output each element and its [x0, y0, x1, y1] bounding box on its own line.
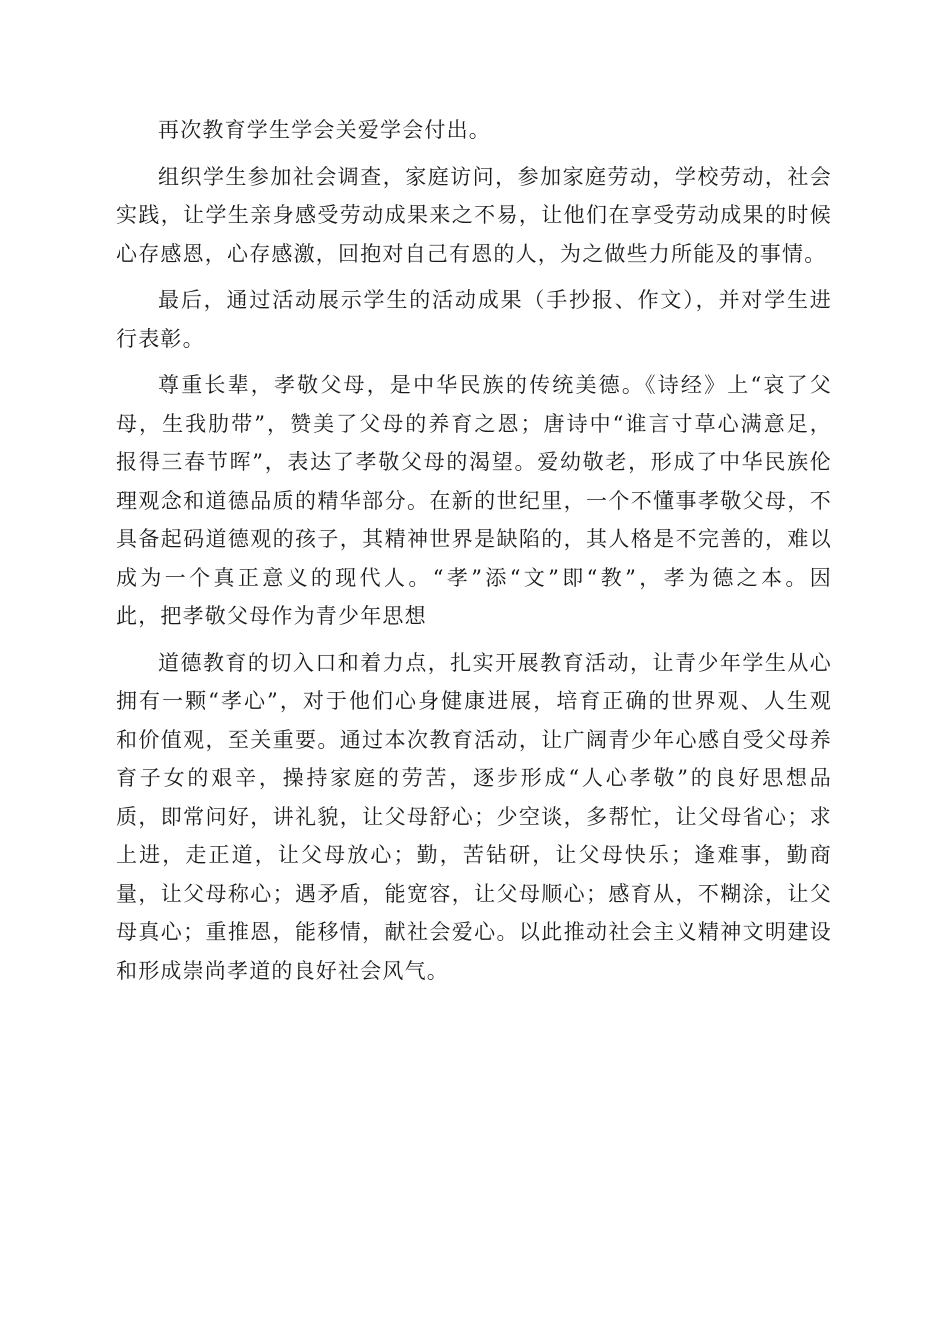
paragraph-4: [116, 366, 832, 636]
paragraph-line: 母真心；重推恩，能移情，献社会爱心。以此推动社会主义精神文明建设: [116, 920, 832, 944]
paragraph-line: 尊重长辈，孝敬父母，是中华民族的传统美德。《诗经》上“哀了父: [158, 373, 832, 397]
paragraph-line: 组织学生参加社会调查，家庭访问，参加家庭劳动，学校劳动，社会: [158, 164, 832, 189]
paragraph-3: [116, 281, 832, 358]
paragraph-line: 和形成崇尚孝道的良好社会风气。: [116, 958, 449, 983]
paragraph-line: 道德教育的切入口和着力点，扎实开展教育活动，让青少年学生从心: [158, 650, 832, 675]
paragraph-line: 理观念和道德品质的精华部分。在新的世纪里，一个不懂事孝敬父母，不: [116, 488, 832, 513]
paragraph-line: 上进，走正道，让父母放心；勤，苦钻研，让父母快乐；逢难事，勤商: [116, 843, 832, 867]
paragraph-line: 最后，通过活动展示学生的活动成果（手抄报、作文），并对学生进: [158, 288, 832, 312]
paragraph-line: 和价值观，至关重要。通过本次教育活动，让广阔青少年心感自受父母养: [116, 727, 832, 752]
paragraph-line: 拥有一颗“孝心”，对于他们心身健康进展，培育正确的世界观、人生观: [116, 689, 832, 713]
paragraph-line: 此，把孝敬父母作为青少年思想: [116, 604, 427, 628]
paragraph-line: 成为一个真正意义的现代人。“孝”添“文”即“教”，孝为德之本。因: [116, 565, 832, 590]
paragraph-1: [116, 111, 832, 150]
paragraph-line: 行表彰。: [116, 326, 205, 351]
paragraph-line: 心存感恩，心存感激，回抱对自己有恩的人，为之做些力所能及的事情。: [116, 241, 827, 266]
paragraph-line: 育子女的艰辛，操持家庭的劳苦，逐步形成“人心孝敬”的良好思想品: [116, 766, 832, 790]
paragraph-line: 量，让父母称心；遇矛盾，能宽容，让父母顺心；感育从，不糊涂，让父: [116, 881, 832, 906]
paragraph-line: 再次教育学生学会关爱学会付出。: [158, 118, 491, 142]
document-body: [116, 111, 832, 998]
paragraph-line: 质，即常问好，讲礼貌，让父母舒心；少空谈，多帮忙，让父母省心；求: [116, 804, 832, 829]
paragraph-5: [116, 644, 832, 991]
paragraph-line: 报得三春节晖”，表达了孝敬父母的渴望。爱幼敬老，形成了中华民族伦: [116, 450, 832, 474]
paragraph-2: [116, 158, 832, 274]
paragraph-line: 具备起码道德观的孩子，其精神世界是缺陷的，其人格是不完善的，难以: [116, 527, 832, 551]
paragraph-line: 母，生我肋带”，赞美了父母的养育之恩；唐诗中“谁言寸草心满意足，: [116, 411, 832, 436]
paragraph-line: 实践，让学生亲身感受劳动成果来之不易，让他们在享受劳动成果的时候: [116, 203, 832, 227]
